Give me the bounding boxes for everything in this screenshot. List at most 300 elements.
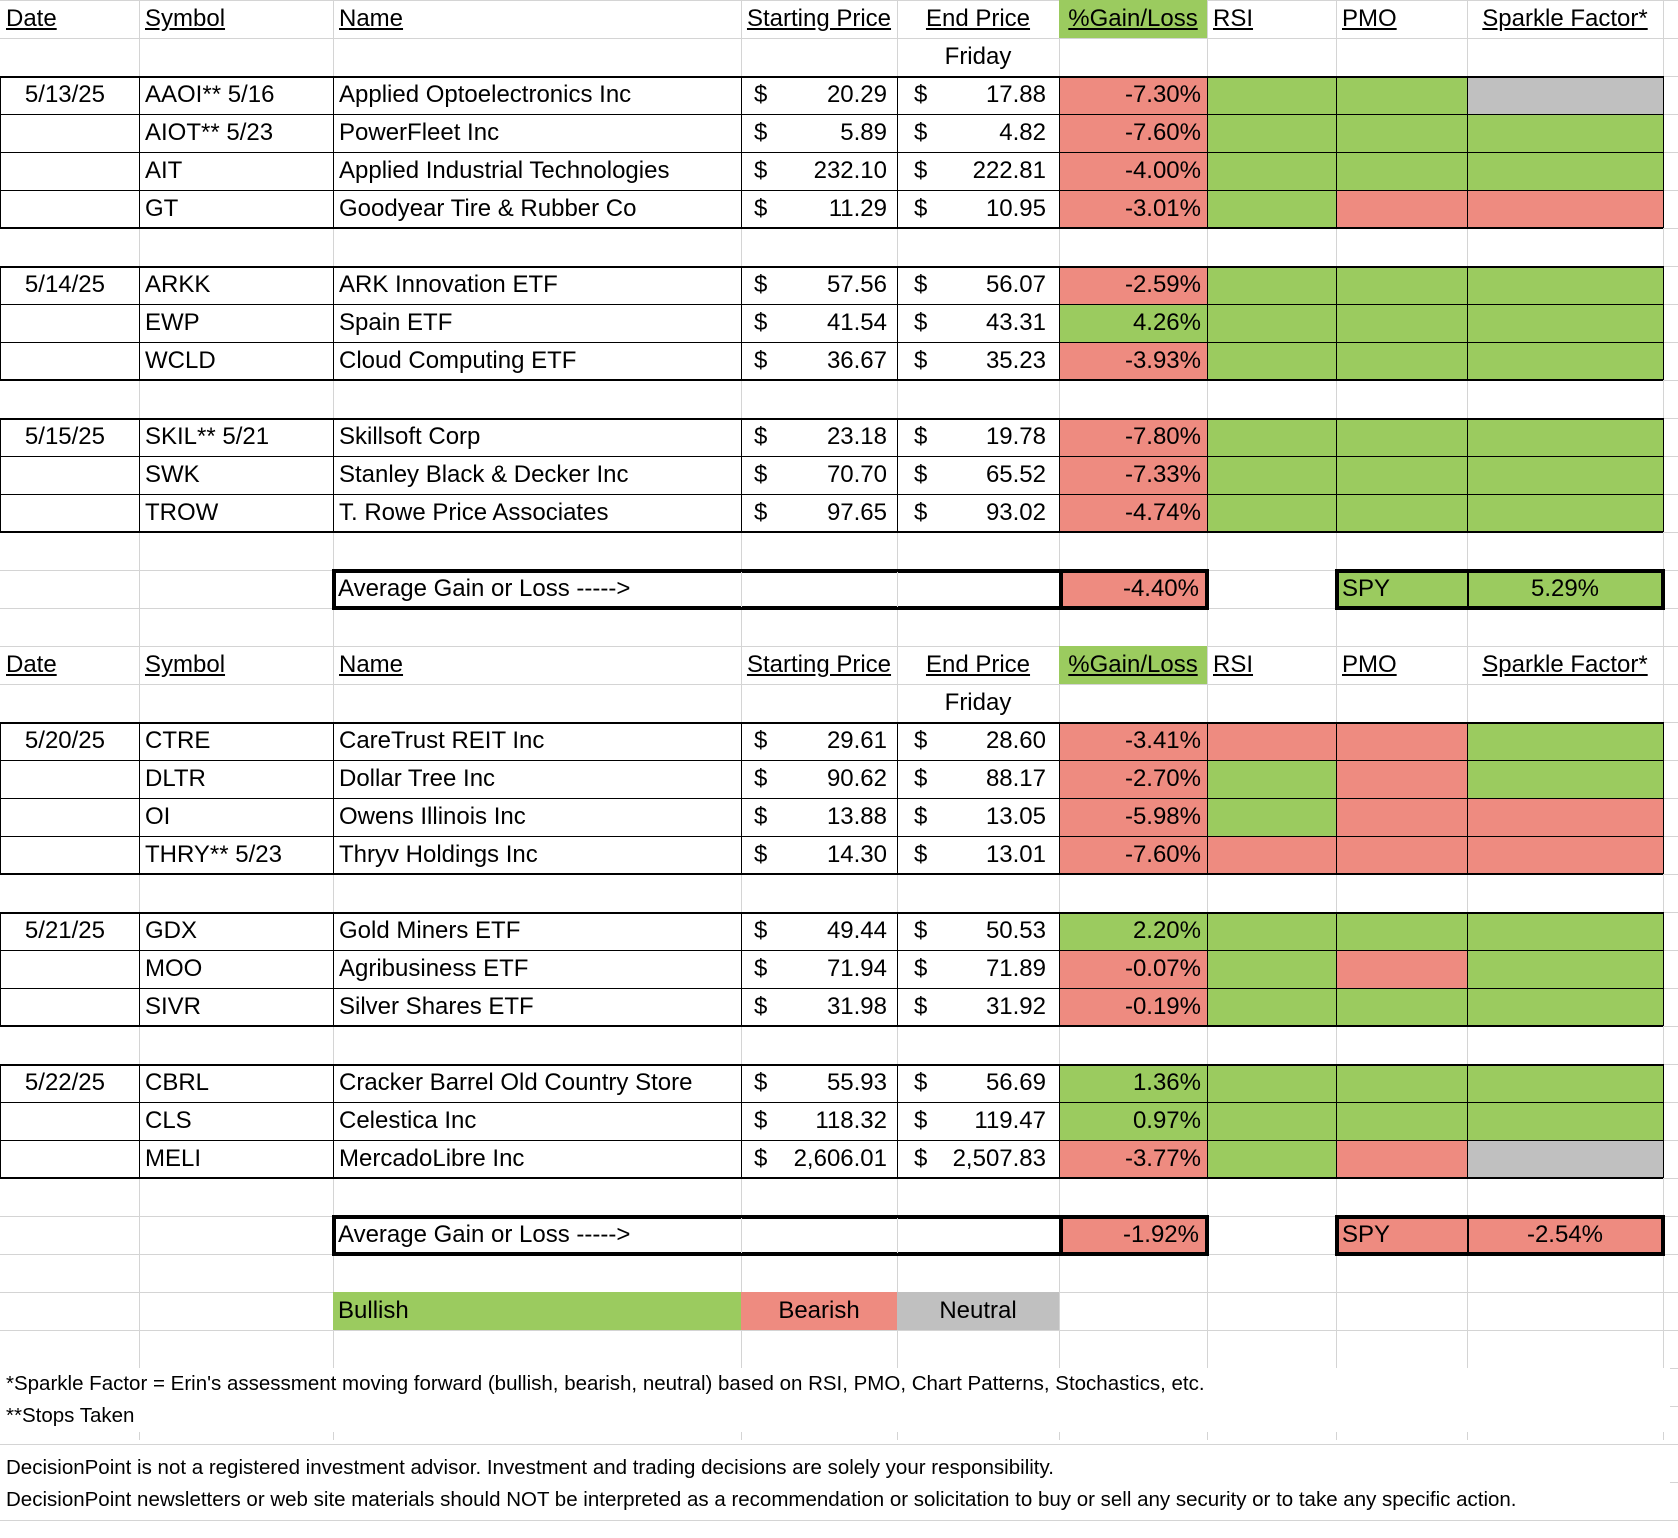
sparkle-factor-cell[interactable] xyxy=(1467,456,1663,494)
pmo-signal-cell[interactable] xyxy=(1336,190,1467,228)
header-pmo[interactable]: PMO xyxy=(1342,651,1397,678)
sparkle-factor-cell[interactable] xyxy=(1467,798,1663,836)
sparkle-factor-cell[interactable] xyxy=(1467,304,1663,342)
sparkle-factor-cell[interactable] xyxy=(1467,342,1663,380)
date-cell[interactable] xyxy=(0,760,139,798)
starting-price-cell[interactable]: 57.56 xyxy=(826,271,887,298)
currency-symbol[interactable]: $ xyxy=(754,499,768,526)
name-cell[interactable]: Skillsoft Corp xyxy=(339,423,481,450)
grid-line xyxy=(897,76,898,228)
currency-symbol[interactable]: $ xyxy=(754,803,768,830)
gain-loss-cell[interactable]: 4.26% xyxy=(1059,304,1207,342)
header-gain-loss[interactable]: %Gain/Loss xyxy=(1059,646,1207,684)
starting-price-cell[interactable]: 31.98 xyxy=(826,993,887,1020)
symbol-cell[interactable]: MOO xyxy=(145,955,203,982)
symbol-cell[interactable]: OI xyxy=(145,803,171,830)
starting-price-cell[interactable]: 41.54 xyxy=(826,309,887,336)
pmo-signal-cell[interactable] xyxy=(1336,114,1467,152)
end-price-cell[interactable]: 10.95 xyxy=(985,195,1046,222)
end-price-cell[interactable]: 13.01 xyxy=(985,841,1046,868)
currency-symbol[interactable]: $ xyxy=(914,1145,927,1172)
end-price-cell[interactable]: 28.60 xyxy=(985,727,1046,754)
pmo-signal-cell[interactable] xyxy=(1336,494,1467,532)
spy-value[interactable]: 5.29% xyxy=(1467,570,1663,608)
date-cell[interactable] xyxy=(0,950,139,988)
sparkle-factor-cell[interactable] xyxy=(1467,190,1663,228)
end-price-cell[interactable]: 56.07 xyxy=(985,271,1046,298)
grid-line xyxy=(1335,569,1665,573)
name-cell[interactable]: Silver Shares ETF xyxy=(339,993,534,1020)
grid-line xyxy=(1207,266,1208,380)
average-gain-loss-label[interactable]: Average Gain or Loss -----> xyxy=(338,1221,631,1248)
date-cell[interactable]: 5/21/25 xyxy=(24,917,105,944)
end-price-cell[interactable]: 119.47 xyxy=(974,1107,1046,1134)
pmo-signal-cell[interactable] xyxy=(1336,456,1467,494)
currency-symbol[interactable]: $ xyxy=(914,841,927,868)
footnote-4[interactable]: DecisionPoint newsletters or web site materials should NOT be interpreted as a recommendation or solicitation to buy or sell any security or to take any specific action. xyxy=(0,1484,1670,1516)
end-price-cell[interactable]: 222.81 xyxy=(972,157,1046,184)
sparkle-factor-cell[interactable] xyxy=(1467,114,1663,152)
grid-line xyxy=(0,798,1663,799)
rsi-signal-cell[interactable] xyxy=(1207,988,1336,1026)
name-cell[interactable]: Spain ETF xyxy=(339,309,453,336)
grid-line xyxy=(0,1330,1678,1331)
pmo-signal-cell[interactable] xyxy=(1336,342,1467,380)
gain-loss-cell[interactable]: -7.60% xyxy=(1059,114,1207,152)
sparkle-factor-cell[interactable] xyxy=(1467,988,1663,1026)
grid-line xyxy=(0,76,1663,78)
grid-line xyxy=(0,988,1663,989)
legend-bullish[interactable]: Bullish xyxy=(333,1292,741,1330)
header-symbol[interactable]: Symbol xyxy=(145,651,226,678)
rsi-signal-cell[interactable] xyxy=(1207,1140,1336,1178)
header-gain-loss[interactable]: %Gain/Loss xyxy=(1059,0,1207,38)
symbol-cell[interactable]: EWP xyxy=(145,309,200,336)
gain-loss-cell[interactable]: -5.98% xyxy=(1059,798,1207,836)
currency-symbol[interactable]: $ xyxy=(754,727,768,754)
grid-line xyxy=(333,912,334,1026)
currency-symbol[interactable]: $ xyxy=(914,271,927,298)
date-cell[interactable] xyxy=(0,456,139,494)
sparkle-factor-cell[interactable] xyxy=(1467,494,1663,532)
footnote-1[interactable]: *Sparkle Factor = Erin's assessment moving forward (bullish, bearish, neutral) based on RSI, PMO, Chart Patterns, Stochastics, etc. xyxy=(0,1368,1670,1400)
symbol-cell[interactable]: CTRE xyxy=(145,727,211,754)
grid-line xyxy=(1335,1215,1665,1219)
symbol-cell[interactable]: TROW xyxy=(145,499,219,526)
pmo-signal-cell[interactable] xyxy=(1336,836,1467,874)
pmo-signal-cell[interactable] xyxy=(1336,988,1467,1026)
starting-price-cell[interactable]: 5.89 xyxy=(840,119,887,146)
starting-price-cell[interactable]: 29.61 xyxy=(826,727,887,754)
rsi-signal-cell[interactable] xyxy=(1207,1064,1336,1102)
currency-symbol[interactable]: $ xyxy=(754,195,768,222)
currency-symbol[interactable]: $ xyxy=(914,499,927,526)
symbol-cell[interactable]: AIT xyxy=(145,157,183,184)
gain-loss-cell[interactable]: 0.97% xyxy=(1059,1102,1207,1140)
grid-line xyxy=(0,684,1678,685)
header-sparkle-factor[interactable]: Sparkle Factor* xyxy=(1482,651,1648,678)
pmo-signal-cell[interactable] xyxy=(1336,1140,1467,1178)
name-cell[interactable]: Goodyear Tire & Rubber Co xyxy=(339,195,637,222)
pmo-signal-cell[interactable] xyxy=(1336,76,1467,114)
grid-line xyxy=(0,266,1,380)
average-gain-loss-value[interactable]: -4.40% xyxy=(1059,570,1207,608)
currency-symbol[interactable]: $ xyxy=(754,157,768,184)
grid-line xyxy=(1663,1064,1664,1178)
name-cell[interactable]: ARK Innovation ETF xyxy=(339,271,558,298)
currency-symbol[interactable]: $ xyxy=(914,195,927,222)
currency-symbol[interactable]: $ xyxy=(754,841,768,868)
grid-line xyxy=(0,152,1663,153)
pmo-signal-cell[interactable] xyxy=(1336,798,1467,836)
end-price-cell[interactable]: 93.02 xyxy=(985,499,1046,526)
pmo-signal-cell[interactable] xyxy=(1336,950,1467,988)
grid-line xyxy=(741,722,742,874)
grid-line xyxy=(1336,266,1337,380)
average-gain-loss-label[interactable]: Average Gain or Loss -----> xyxy=(338,575,631,602)
currency-symbol[interactable]: $ xyxy=(914,1107,927,1134)
gain-loss-cell[interactable]: -4.74% xyxy=(1059,494,1207,532)
name-cell[interactable]: MercadoLibre Inc xyxy=(339,1145,525,1172)
grid-line xyxy=(332,1215,336,1256)
currency-symbol[interactable]: $ xyxy=(754,423,768,450)
gain-loss-cell[interactable]: -7.80% xyxy=(1059,418,1207,456)
currency-symbol[interactable]: $ xyxy=(754,993,768,1020)
symbol-cell[interactable]: MELI xyxy=(145,1145,202,1172)
currency-symbol[interactable]: $ xyxy=(914,81,927,108)
end-price-cell[interactable]: 17.88 xyxy=(985,81,1046,108)
starting-price-cell[interactable]: 2,606.01 xyxy=(793,1145,887,1172)
pmo-signal-cell[interactable] xyxy=(1336,912,1467,950)
subheader-friday[interactable]: Friday xyxy=(944,689,1012,716)
name-cell[interactable]: Applied Industrial Technologies xyxy=(339,157,670,184)
end-price-cell[interactable]: 50.53 xyxy=(985,917,1046,944)
legend-neutral[interactable]: Neutral xyxy=(897,1292,1059,1330)
symbol-cell[interactable]: AAOI** 5/16 xyxy=(145,81,275,108)
currency-symbol[interactable]: $ xyxy=(914,727,927,754)
grid-line xyxy=(741,572,742,607)
name-cell[interactable]: Cloud Computing ETF xyxy=(339,347,577,374)
gain-loss-cell[interactable]: -3.41% xyxy=(1059,722,1207,760)
name-cell[interactable]: Gold Miners ETF xyxy=(339,917,521,944)
average-gain-loss-value[interactable]: -1.92% xyxy=(1059,1216,1207,1254)
starting-price-cell[interactable]: 49.44 xyxy=(826,917,887,944)
name-cell[interactable]: CareTrust REIT Inc xyxy=(339,727,545,754)
grid-line xyxy=(0,494,1663,495)
grid-line xyxy=(897,418,898,532)
footnote-3[interactable]: DecisionPoint is not a registered investment advisor. Investment and trading decisions are solely your responsibility. xyxy=(0,1452,1670,1484)
header-end-price[interactable]: End Price xyxy=(925,5,1031,32)
end-price-cell[interactable]: 4.82 xyxy=(999,119,1046,146)
starting-price-cell[interactable]: 70.70 xyxy=(826,461,887,488)
pmo-signal-cell[interactable] xyxy=(1336,418,1467,456)
date-cell[interactable] xyxy=(0,798,139,836)
sparkle-factor-cell[interactable] xyxy=(1467,1102,1663,1140)
header-date[interactable]: Date xyxy=(6,5,57,32)
grid-line xyxy=(1467,266,1468,380)
symbol-cell[interactable]: THRY** 5/23 xyxy=(145,841,282,868)
date-cell[interactable] xyxy=(0,190,139,228)
grid-line xyxy=(0,950,1663,951)
legend-bearish[interactable]: Bearish xyxy=(741,1292,897,1330)
sparkle-factor-cell[interactable] xyxy=(1467,836,1663,874)
name-cell[interactable]: Dollar Tree Inc xyxy=(339,765,496,792)
rsi-signal-cell[interactable] xyxy=(1207,494,1336,532)
currency-symbol[interactable]: $ xyxy=(754,271,768,298)
sparkle-factor-cell[interactable] xyxy=(1467,950,1663,988)
sparkle-factor-cell[interactable] xyxy=(1467,152,1663,190)
header-symbol[interactable]: Symbol xyxy=(145,5,226,32)
header-name[interactable]: Name xyxy=(339,651,404,678)
gain-loss-cell[interactable]: -0.07% xyxy=(1059,950,1207,988)
starting-price-cell[interactable]: 232.10 xyxy=(813,157,887,184)
currency-symbol[interactable]: $ xyxy=(754,1107,768,1134)
symbol-cell[interactable]: SKIL** 5/21 xyxy=(145,423,270,450)
grid-line xyxy=(1336,722,1337,874)
rsi-signal-cell[interactable] xyxy=(1207,456,1336,494)
starting-price-cell[interactable]: 90.62 xyxy=(826,765,887,792)
end-price-cell[interactable]: 19.78 xyxy=(985,423,1046,450)
gain-loss-cell[interactable]: -3.01% xyxy=(1059,190,1207,228)
name-cell[interactable]: Applied Optoelectronics Inc xyxy=(339,81,632,108)
end-price-cell[interactable]: 88.17 xyxy=(985,765,1046,792)
header-date[interactable]: Date xyxy=(6,651,57,678)
date-cell[interactable]: 5/15/25 xyxy=(24,423,105,450)
date-cell[interactable] xyxy=(0,152,139,190)
date-cell[interactable]: 5/13/25 xyxy=(24,81,105,108)
symbol-cell[interactable]: GT xyxy=(145,195,179,222)
header-starting-price[interactable]: Starting Price xyxy=(746,651,892,678)
grid-line xyxy=(0,873,1663,875)
rsi-signal-cell[interactable] xyxy=(1207,912,1336,950)
symbol-cell[interactable]: GDX xyxy=(145,917,198,944)
starting-price-cell[interactable]: 20.29 xyxy=(826,81,887,108)
rsi-signal-cell[interactable] xyxy=(1207,722,1336,760)
sparkle-factor-cell[interactable] xyxy=(1467,1140,1663,1178)
grid-line xyxy=(333,722,334,874)
starting-price-cell[interactable]: 13.88 xyxy=(826,803,887,830)
header-rsi[interactable]: RSI xyxy=(1213,651,1254,678)
name-cell[interactable]: PowerFleet Inc xyxy=(339,119,500,146)
currency-symbol[interactable]: $ xyxy=(914,157,927,184)
date-cell[interactable] xyxy=(0,988,139,1026)
gain-loss-cell[interactable]: -7.60% xyxy=(1059,836,1207,874)
currency-symbol[interactable]: $ xyxy=(914,119,927,146)
footnote-2[interactable]: **Stops Taken xyxy=(0,1400,1670,1432)
date-cell[interactable] xyxy=(0,494,139,532)
currency-symbol[interactable]: $ xyxy=(754,119,768,146)
gain-loss-cell[interactable]: -7.30% xyxy=(1059,76,1207,114)
rsi-signal-cell[interactable] xyxy=(1207,266,1336,304)
currency-symbol[interactable]: $ xyxy=(914,955,927,982)
end-price-cell[interactable]: 13.05 xyxy=(985,803,1046,830)
symbol-cell[interactable]: DLTR xyxy=(145,765,206,792)
currency-symbol[interactable]: $ xyxy=(754,309,768,336)
end-price-cell[interactable]: 2,507.83 xyxy=(952,1145,1046,1172)
gain-loss-cell[interactable]: 2.20% xyxy=(1059,912,1207,950)
currency-symbol[interactable]: $ xyxy=(754,1069,768,1096)
name-cell[interactable]: Cracker Barrel Old Country Store xyxy=(339,1069,693,1096)
starting-price-cell[interactable]: 14.30 xyxy=(826,841,887,868)
sparkle-factor-cell[interactable] xyxy=(1467,912,1663,950)
date-cell[interactable] xyxy=(0,1140,139,1178)
gain-loss-cell[interactable]: -0.19% xyxy=(1059,988,1207,1026)
name-cell[interactable]: Stanley Black & Decker Inc xyxy=(339,461,629,488)
grid-line xyxy=(1663,722,1664,874)
grid-line xyxy=(897,266,898,380)
rsi-signal-cell[interactable] xyxy=(1207,114,1336,152)
grid-line xyxy=(1059,266,1060,380)
grid-line xyxy=(1059,76,1060,228)
pmo-signal-cell[interactable] xyxy=(1336,1102,1467,1140)
symbol-cell[interactable]: AIOT** 5/23 xyxy=(145,119,274,146)
currency-symbol[interactable]: $ xyxy=(914,423,927,450)
grid-line xyxy=(333,418,334,532)
starting-price-cell[interactable]: 23.18 xyxy=(826,423,887,450)
header-end-price[interactable]: End Price xyxy=(925,651,1031,678)
starting-price-cell[interactable]: 118.32 xyxy=(815,1107,887,1134)
currency-symbol[interactable]: $ xyxy=(914,1069,927,1096)
date-cell[interactable]: 5/14/25 xyxy=(24,271,105,298)
grid-line xyxy=(139,418,140,532)
symbol-cell[interactable]: CBRL xyxy=(145,1069,210,1096)
currency-symbol[interactable]: $ xyxy=(914,993,927,1020)
grid-line xyxy=(0,1140,1663,1141)
gain-loss-cell[interactable]: -2.70% xyxy=(1059,760,1207,798)
rsi-signal-cell[interactable] xyxy=(1207,1102,1336,1140)
gain-loss-cell[interactable]: -4.00% xyxy=(1059,152,1207,190)
sparkle-factor-cell[interactable] xyxy=(1467,76,1663,114)
pmo-signal-cell[interactable] xyxy=(1336,760,1467,798)
starting-price-cell[interactable]: 97.65 xyxy=(826,499,887,526)
end-price-cell[interactable]: 31.92 xyxy=(985,993,1046,1020)
currency-symbol[interactable]: $ xyxy=(754,955,768,982)
sparkle-factor-cell[interactable] xyxy=(1467,418,1663,456)
sparkle-factor-cell[interactable] xyxy=(1467,1064,1663,1102)
currency-symbol[interactable]: $ xyxy=(754,917,768,944)
currency-symbol[interactable]: $ xyxy=(754,347,768,374)
end-price-cell[interactable]: 43.31 xyxy=(985,309,1046,336)
grid-line xyxy=(0,531,1663,533)
pmo-signal-cell[interactable] xyxy=(1336,722,1467,760)
rsi-signal-cell[interactable] xyxy=(1207,152,1336,190)
rsi-signal-cell[interactable] xyxy=(1207,342,1336,380)
sparkle-factor-cell[interactable] xyxy=(1467,760,1663,798)
currency-symbol[interactable]: $ xyxy=(754,765,768,792)
gain-loss-cell[interactable]: 1.36% xyxy=(1059,1064,1207,1102)
grid-line xyxy=(1207,418,1208,532)
rsi-signal-cell[interactable] xyxy=(1207,304,1336,342)
date-cell[interactable]: 5/22/25 xyxy=(24,1069,105,1096)
header-sparkle-factor[interactable]: Sparkle Factor* xyxy=(1482,5,1648,32)
currency-symbol[interactable]: $ xyxy=(914,309,927,336)
starting-price-cell[interactable]: 11.29 xyxy=(828,195,887,222)
currency-symbol[interactable]: $ xyxy=(754,81,768,108)
starting-price-cell[interactable]: 71.94 xyxy=(826,955,887,982)
pmo-signal-cell[interactable] xyxy=(1336,152,1467,190)
date-cell[interactable]: 5/20/25 xyxy=(24,727,105,754)
symbol-cell[interactable]: WCLD xyxy=(145,347,216,374)
gain-loss-cell[interactable]: -2.59% xyxy=(1059,266,1207,304)
gain-loss-cell[interactable]: -3.77% xyxy=(1059,1140,1207,1178)
header-starting-price[interactable]: Starting Price xyxy=(746,5,892,32)
end-price-cell[interactable]: 56.69 xyxy=(985,1069,1046,1096)
pmo-signal-cell[interactable] xyxy=(1336,1064,1467,1102)
rsi-signal-cell[interactable] xyxy=(1207,950,1336,988)
pmo-signal-cell[interactable] xyxy=(1336,266,1467,304)
header-name[interactable]: Name xyxy=(339,5,404,32)
end-price-cell[interactable]: 35.23 xyxy=(985,347,1046,374)
pmo-signal-cell[interactable] xyxy=(1336,304,1467,342)
grid-line xyxy=(332,569,1209,573)
name-cell[interactable]: T. Rowe Price Associates xyxy=(339,499,609,526)
name-cell[interactable]: Agribusiness ETF xyxy=(339,955,529,982)
gain-loss-cell[interactable]: -3.93% xyxy=(1059,342,1207,380)
currency-symbol[interactable]: $ xyxy=(914,917,927,944)
date-cell[interactable] xyxy=(0,836,139,874)
symbol-cell[interactable]: CLS xyxy=(145,1107,192,1134)
grid-line xyxy=(0,379,1663,381)
starting-price-cell[interactable]: 36.67 xyxy=(826,347,887,374)
spy-value[interactable]: -2.54% xyxy=(1467,1216,1663,1254)
grid-line xyxy=(1335,1252,1665,1256)
spy-label[interactable]: SPY xyxy=(1336,570,1467,608)
end-price-cell[interactable]: 71.89 xyxy=(985,955,1046,982)
date-cell[interactable] xyxy=(0,342,139,380)
rsi-signal-cell[interactable] xyxy=(1207,836,1336,874)
grid-line xyxy=(333,266,334,380)
header-pmo[interactable]: PMO xyxy=(1342,5,1397,32)
rsi-signal-cell[interactable] xyxy=(1207,190,1336,228)
rsi-signal-cell[interactable] xyxy=(1207,418,1336,456)
header-rsi[interactable]: RSI xyxy=(1213,5,1254,32)
grid-line xyxy=(0,76,1,228)
symbol-cell[interactable]: SWK xyxy=(145,461,200,488)
sparkle-factor-cell[interactable] xyxy=(1467,266,1663,304)
name-cell[interactable]: Celestica Inc xyxy=(339,1107,477,1134)
sparkle-factor-cell[interactable] xyxy=(1467,722,1663,760)
grid-line xyxy=(0,418,1,532)
name-cell[interactable]: Thryv Holdings Inc xyxy=(339,841,538,868)
grid-line xyxy=(332,1215,1209,1219)
currency-symbol[interactable]: $ xyxy=(754,461,768,488)
symbol-cell[interactable]: ARKK xyxy=(145,271,211,298)
date-cell[interactable] xyxy=(0,304,139,342)
currency-symbol[interactable]: $ xyxy=(914,765,927,792)
grid-line xyxy=(741,76,742,228)
name-cell[interactable]: Owens Illinois Inc xyxy=(339,803,526,830)
rsi-signal-cell[interactable] xyxy=(1207,760,1336,798)
rsi-signal-cell[interactable] xyxy=(1207,76,1336,114)
rsi-signal-cell[interactable] xyxy=(1207,798,1336,836)
currency-symbol[interactable]: $ xyxy=(914,347,927,374)
spy-label[interactable]: SPY xyxy=(1336,1216,1467,1254)
grid-line xyxy=(1467,1064,1468,1178)
symbol-cell[interactable]: SIVR xyxy=(145,993,202,1020)
grid-line xyxy=(139,1064,140,1178)
date-cell[interactable] xyxy=(0,1102,139,1140)
grid-line xyxy=(0,304,1663,305)
end-price-cell[interactable]: 65.52 xyxy=(985,461,1046,488)
date-cell[interactable] xyxy=(0,114,139,152)
gain-loss-cell[interactable]: -7.33% xyxy=(1059,456,1207,494)
currency-symbol[interactable]: $ xyxy=(914,803,927,830)
starting-price-cell[interactable]: 55.93 xyxy=(826,1069,887,1096)
subheader-friday[interactable]: Friday xyxy=(944,43,1012,70)
grid-line xyxy=(1059,418,1060,532)
currency-symbol[interactable]: $ xyxy=(914,461,927,488)
currency-symbol[interactable]: $ xyxy=(754,1145,768,1172)
